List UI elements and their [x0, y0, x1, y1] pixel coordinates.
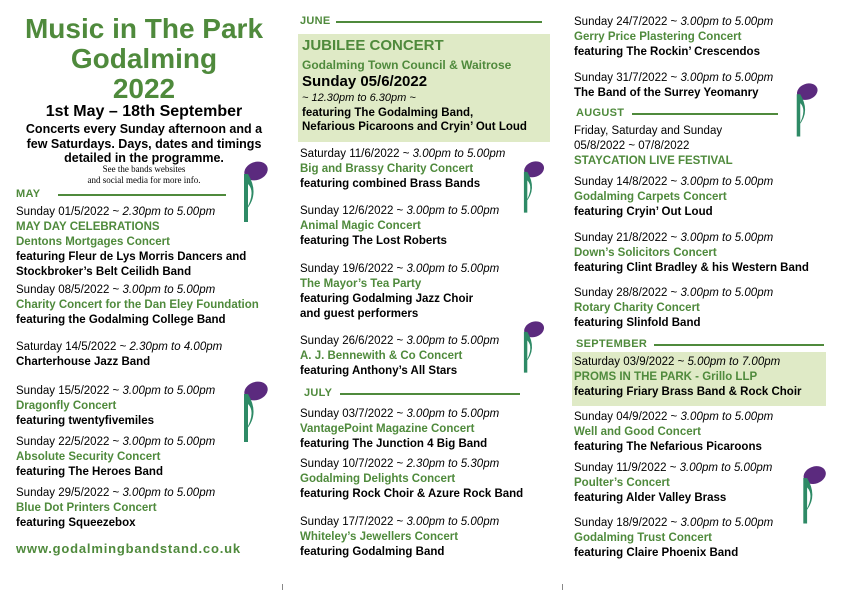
event-august-staycation	[574, 124, 733, 169]
intro-line: detailed in the programme.	[64, 151, 224, 165]
event-featuring: The Band of the Surrey Yeomanry	[574, 87, 759, 99]
intro-line: few Saturdays. Days, dates and timings	[26, 136, 262, 151]
event-name: Poulter’s Concert	[574, 477, 670, 489]
event-featuring: featuring Alder Valley Brass	[574, 492, 727, 504]
event-date: Saturday 03/9/2022 ~	[574, 356, 688, 368]
event-name: Blue Dot Printers Concert	[16, 502, 157, 514]
title-line-2: Godalming	[70, 43, 218, 74]
event-featuring: featuring Cryin’ Out Loud	[574, 206, 713, 218]
event-name: Animal Magic Concert	[300, 220, 421, 232]
event-featuring: featuring Rock Choir & Azure Rock Band	[300, 488, 524, 500]
event-jubilee	[302, 38, 527, 134]
month-rule	[58, 194, 226, 196]
event-august-28	[574, 286, 773, 331]
event-time: 3.00pm to 5.00pm	[680, 232, 774, 244]
event-june-11	[300, 147, 505, 192]
event-featuring: featuring twentyfivemiles	[16, 415, 155, 427]
event-name: A. J. Bennewith & Co Concert	[300, 350, 463, 362]
event-may-08	[16, 283, 259, 328]
event-featuring: featuring Friary Brass Band & Rock Choir	[574, 386, 802, 398]
jubilee-date: Sunday 05/6/2022	[302, 73, 428, 90]
event-featuring: featuring The Lost Roberts	[300, 235, 447, 247]
event-featuring: featuring Godalming Jazz Choir	[300, 293, 474, 305]
event-featuring: featuring The Godalming Band,	[302, 107, 474, 119]
event-featuring: featuring Claire Phoenix Band	[574, 547, 739, 559]
event-featuring: featuring Anthony’s All Stars	[300, 365, 458, 377]
event-time: 5.00pm to 7.00pm	[687, 356, 781, 368]
jubilee-title: JUBILEE CONCERT	[302, 37, 444, 54]
event-date: Friday, Saturday and Sunday	[574, 125, 723, 137]
event-name: VantagePoint Magazine Concert	[300, 423, 475, 435]
event-july-03	[300, 407, 499, 452]
event-september-18	[574, 516, 773, 561]
intro-text	[8, 122, 280, 166]
month-heading-september: SEPTEMBER	[576, 338, 648, 350]
event-featuring: Stockbroker’s Belt Ceilidh Band	[16, 266, 192, 278]
music-note-icon	[230, 380, 270, 446]
month-heading-may: MAY	[16, 188, 41, 200]
event-date: Saturday 11/6/2022 ~	[300, 148, 413, 160]
event-name: Dragonfly Concert	[16, 400, 117, 412]
event-featuring: featuring The Nefarious Picaroons	[574, 441, 762, 453]
note-line: and social media for more info.	[87, 175, 201, 185]
event-time: 2.30pm to 5.30pm	[406, 458, 500, 470]
music-note-icon	[778, 82, 826, 140]
event-july-17	[300, 515, 499, 560]
event-time: 3.00pm to 5.00pm	[412, 148, 506, 160]
event-date: Sunday 29/5/2022 ~	[16, 487, 123, 499]
event-time: 3.00pm to 5.00pm	[406, 408, 500, 420]
fold-mark	[562, 584, 563, 590]
month-heading-july: JULY	[304, 387, 333, 399]
event-time: 2.30pm to 4.00pm	[129, 341, 223, 353]
event-date: Sunday 15/5/2022 ~	[16, 385, 123, 397]
title-line-1: Music in The Park	[24, 13, 264, 44]
event-date: Sunday 24/7/2022 ~	[574, 16, 681, 28]
event-name: The Mayor’s Tea Party	[300, 278, 422, 290]
jubilee-sponsor: Godalming Town Council & Waitrose	[302, 58, 512, 72]
event-name: Absolute Security Concert	[16, 451, 161, 463]
event-featuring: featuring Slinfold Band	[574, 317, 701, 329]
event-name: Charity Concert for the Dan Eley Foundation	[16, 299, 259, 311]
event-name: Dentons Mortgages Concert	[16, 236, 170, 248]
event-time: 3.00pm to 5.00pm	[680, 16, 774, 28]
event-date: Sunday 22/5/2022 ~	[16, 436, 123, 448]
event-september-03	[574, 355, 802, 400]
event-time: 3.00pm to 5.00pm	[406, 335, 500, 347]
event-september-04	[574, 410, 773, 455]
event-date: Saturday 14/5/2022 ~	[16, 341, 130, 353]
event-name: MAY DAY CELEBRATIONS	[16, 221, 160, 233]
music-note-icon	[512, 320, 546, 376]
event-featuring: featuring Fleur de Lys Morris Dancers and	[16, 251, 247, 263]
event-date: Sunday 21/8/2022 ~	[574, 232, 681, 244]
event-time: 3.00pm to 5.00pm	[679, 462, 773, 474]
title-line-3: 2022	[112, 73, 176, 104]
music-note-icon	[512, 160, 546, 216]
event-september-11	[574, 461, 772, 506]
event-may-14	[16, 340, 222, 370]
event-date: Sunday 08/5/2022 ~	[16, 284, 123, 296]
event-time: 3.00pm to 5.00pm	[680, 517, 774, 529]
event-time: 3.00pm to 5.00pm	[680, 72, 774, 84]
event-may-29	[16, 486, 215, 531]
event-time: 2.30pm to 5.00pm	[122, 206, 216, 218]
event-name: Godalming Delights Concert	[300, 473, 456, 485]
event-date: Sunday 19/6/2022 ~	[300, 263, 407, 275]
event-name: Whiteley’s Jewellers Concert	[300, 531, 459, 543]
event-name: Big and Brassy Charity Concert	[300, 163, 474, 175]
event-name: PROMS IN THE PARK - Grillo LLP	[574, 371, 758, 383]
website-link[interactable]: www.godalmingbandstand.co.uk	[16, 541, 241, 556]
event-time: 3.00pm to 5.00pm	[406, 516, 500, 528]
event-date: Sunday 11/9/2022 ~	[574, 462, 680, 474]
intro-line: Concerts every Sunday afternoon and a	[25, 122, 263, 136]
event-july-10	[300, 457, 523, 502]
event-name: Down’s Solicitors Concert	[574, 247, 717, 259]
month-rule	[632, 113, 778, 115]
event-featuring: featuring Godalming Band	[300, 546, 445, 558]
event-time: 3.00pm to 5.00pm	[122, 436, 216, 448]
event-featuring: featuring Squeezebox	[16, 517, 136, 529]
season-date-range: 1st May – 18th September	[45, 103, 243, 120]
event-featuring: Charterhouse Jazz Band	[16, 356, 151, 368]
event-date: Sunday 14/8/2022 ~	[574, 176, 681, 188]
event-time: 3.00pm to 5.00pm	[680, 176, 774, 188]
event-july-24	[574, 15, 773, 60]
event-time: 3.00pm to 5.00pm	[122, 487, 216, 499]
event-time: 3.00pm to 5.00pm	[406, 205, 500, 217]
event-june-12	[300, 204, 499, 249]
event-featuring: and guest performers	[300, 308, 419, 320]
event-name: Godalming Carpets Concert	[574, 191, 727, 203]
event-featuring: featuring The Junction 4 Big Band	[300, 438, 488, 450]
poster-title	[8, 14, 280, 104]
event-time: 3.00pm to 5.00pm	[122, 284, 216, 296]
event-featuring: featuring Clint Bradley & his Western Band	[574, 262, 809, 274]
music-note-icon	[230, 160, 270, 226]
event-date: Sunday 04/9/2022 ~	[574, 411, 681, 423]
event-date: Sunday 18/9/2022 ~	[574, 517, 681, 529]
event-date: Sunday 03/7/2022 ~	[300, 408, 407, 420]
jubilee-time: ~ 12.30pm to 6.30pm ~	[302, 92, 416, 104]
event-featuring: featuring The Heroes Band	[16, 466, 163, 478]
music-note-icon	[790, 464, 828, 528]
month-rule	[654, 344, 824, 346]
event-time: 3.00pm to 5.00pm	[680, 287, 774, 299]
note-line: See the bands websites	[102, 164, 186, 174]
event-date: Sunday 17/7/2022 ~	[300, 516, 407, 528]
event-featuring: featuring combined Brass Bands	[300, 178, 481, 190]
event-may-01	[16, 205, 246, 280]
month-heading-august: AUGUST	[576, 107, 625, 119]
event-featuring: Nefarious Picaroons and Cryin’ Out Loud	[302, 121, 527, 133]
event-name: Well and Good Concert	[574, 426, 701, 438]
month-rule	[336, 21, 542, 23]
event-featuring: featuring The Rockin’ Crescendos	[574, 46, 760, 58]
event-name: Godalming Trust Concert	[574, 532, 713, 544]
event-may-22	[16, 435, 215, 480]
event-name: Rotary Charity Concert	[574, 302, 700, 314]
event-date: Sunday 01/5/2022 ~	[16, 206, 123, 218]
event-featuring: featuring the Godalming College Band	[16, 314, 226, 326]
month-heading-june: JUNE	[300, 15, 331, 27]
event-august-21	[574, 231, 809, 276]
month-rule	[340, 393, 520, 395]
event-june-26	[300, 334, 499, 379]
event-date: Sunday 26/6/2022 ~	[300, 335, 407, 347]
event-date: 05/8/2022 ~ 07/8/2022	[574, 140, 690, 152]
event-date: Sunday 28/8/2022 ~	[574, 287, 681, 299]
fold-mark	[282, 584, 283, 590]
event-date: Sunday 12/6/2022 ~	[300, 205, 407, 217]
event-date: Sunday 10/7/2022 ~	[300, 458, 407, 470]
event-date: Sunday 31/7/2022 ~	[574, 72, 681, 84]
event-time: 3.00pm to 5.00pm	[680, 411, 774, 423]
event-time: 3.00pm to 5.00pm	[122, 385, 216, 397]
event-time: 3.00pm to 5.00pm	[406, 263, 500, 275]
event-august-14	[574, 175, 773, 220]
event-may-15	[16, 384, 215, 429]
event-june-19	[300, 262, 499, 322]
event-name: Gerry Price Plastering Concert	[574, 31, 742, 43]
event-july-31	[574, 71, 773, 101]
event-name: STAYCATION LIVE FESTIVAL	[574, 155, 733, 167]
